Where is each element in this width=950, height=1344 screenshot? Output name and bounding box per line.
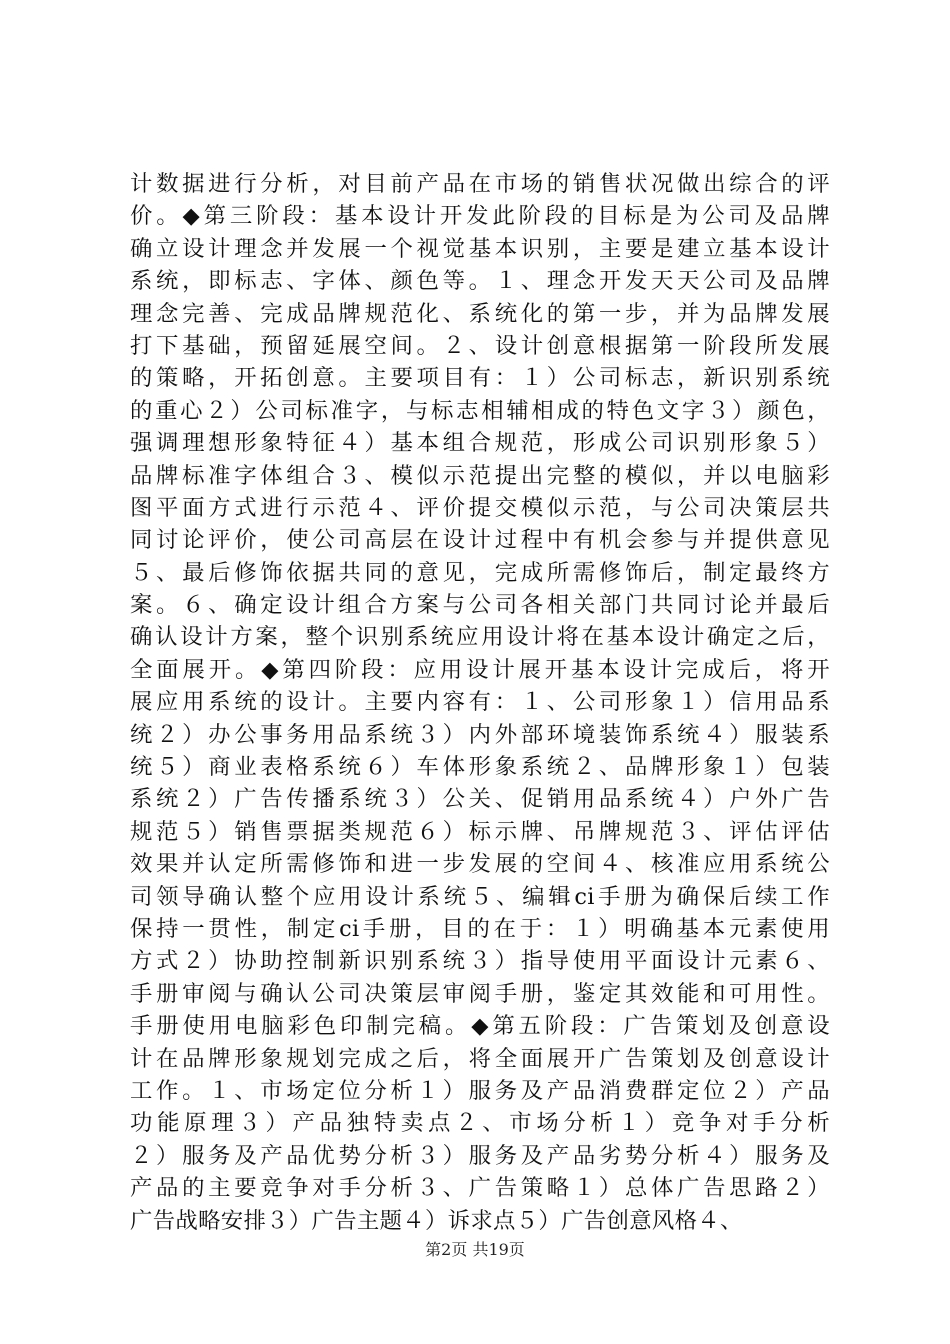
text-line: 价。◆第三阶段：基本设计开发此阶段的目标是为公司及品牌: [130, 203, 830, 230]
text-line: 的重心２）公司标准字，与标志相辅相成的特色文字３）颜色，: [130, 397, 830, 424]
body-text: [130, 168, 830, 1237]
text-line: 的策略，开拓创意。主要项目有：１）公司标志，新识别系统: [130, 365, 830, 392]
text-line: ５、最后修饰依据共同的意见，完成所需修饰后，制定最终方: [130, 559, 830, 586]
text-line: ２）服务及产品优势分析３）服务及产品劣势分析４）服务及: [130, 1142, 830, 1169]
text-line: 系统，即标志、字体、颜色等。１、理念开发天天公司及品牌: [130, 268, 830, 295]
text-line: 功能原理３）产品独特卖点２、市场分析１）竞争对手分析: [130, 1110, 830, 1137]
text-line: 计数据进行分析，对目前产品在市场的销售状况做出综合的评: [130, 171, 830, 197]
text-line: 确立设计理念并发展一个视觉基本识别，主要是建立基本设计: [130, 235, 830, 262]
text-line: 理念完善、完成品牌规范化、系统化的第一步，并为品牌发展: [130, 300, 830, 327]
text-line: 产品的主要竞争对手分析３、广告策略１）总体广告思路２）: [130, 1175, 830, 1202]
text-line: 保持一贯性，制定ci手册，目的在于：１）明确基本元素使用: [130, 915, 830, 942]
text-line: 强调理想形象特征４）基本组合规范，形成公司识别形象５）: [130, 430, 830, 457]
text-line: 确认设计方案，整个识别系统应用设计将在基本设计确定之后，: [130, 624, 830, 651]
text-line: 案。６、确定设计组合方案与公司各相关部门共同讨论并最后: [130, 592, 830, 619]
text-line: 规范５）销售票据类规范６）标示牌、吊牌规范３、评估评估: [130, 818, 830, 845]
text-line: 展应用系统的设计。主要内容有：１、公司形象１）信用品系: [130, 689, 830, 716]
text-line: 图平面方式进行示范４、评价提交模似示范，与公司决策层共: [130, 494, 830, 521]
text-line: 工作。１、市场定位分析１）服务及产品消费群定位２）产品: [130, 1077, 830, 1104]
text-line: 计在品牌形象规划完成之后，将全面展开广告策划及创意设计: [130, 1045, 830, 1072]
text-line: 系统２）广告传播系统３）公关、促销用品系统４）户外广告: [130, 786, 830, 813]
text-line: 效果并认定所需修饰和进一步发展的空间４、核准应用系统公: [130, 851, 830, 878]
text-line: 同讨论评价，使公司高层在设计过程中有机会参与并提供意见: [130, 527, 830, 554]
text-line: 全面展开。◆第四阶段：应用设计展开基本设计完成后，将开: [130, 656, 830, 683]
text-line: 广告战略安排３）广告主题４）诉求点５）广告创意风格４、: [130, 1207, 743, 1234]
text-line: 统２）办公事务用品系统３）内外部环境装饰系统４）服装系: [130, 721, 830, 748]
text-line: 打下基础，预留延展空间。２、设计创意根据第一阶段所发展: [130, 332, 830, 359]
text-line: 统５）商业表格系统６）车体形象系统２、品牌形象１）包装: [130, 754, 830, 781]
text-line: 司领导确认整个应用设计系统５、编辑ci手册为确保后续工作: [130, 883, 830, 910]
page-number: 第2页 共19页: [425, 1240, 525, 1259]
text-line: 手册审阅与确认公司决策层审阅手册，鉴定其效能和可用性。: [130, 980, 830, 1007]
text-line: 品牌标准字体组合３、模似示范提出完整的模似，并以电脑彩: [130, 462, 830, 489]
text-line: 手册使用电脑彩色印制完稿。◆第五阶段：广告策划及创意设: [130, 1013, 830, 1040]
text-line: 方式２）协助控制新识别系统３）指导使用平面设计元素６、: [130, 948, 830, 975]
